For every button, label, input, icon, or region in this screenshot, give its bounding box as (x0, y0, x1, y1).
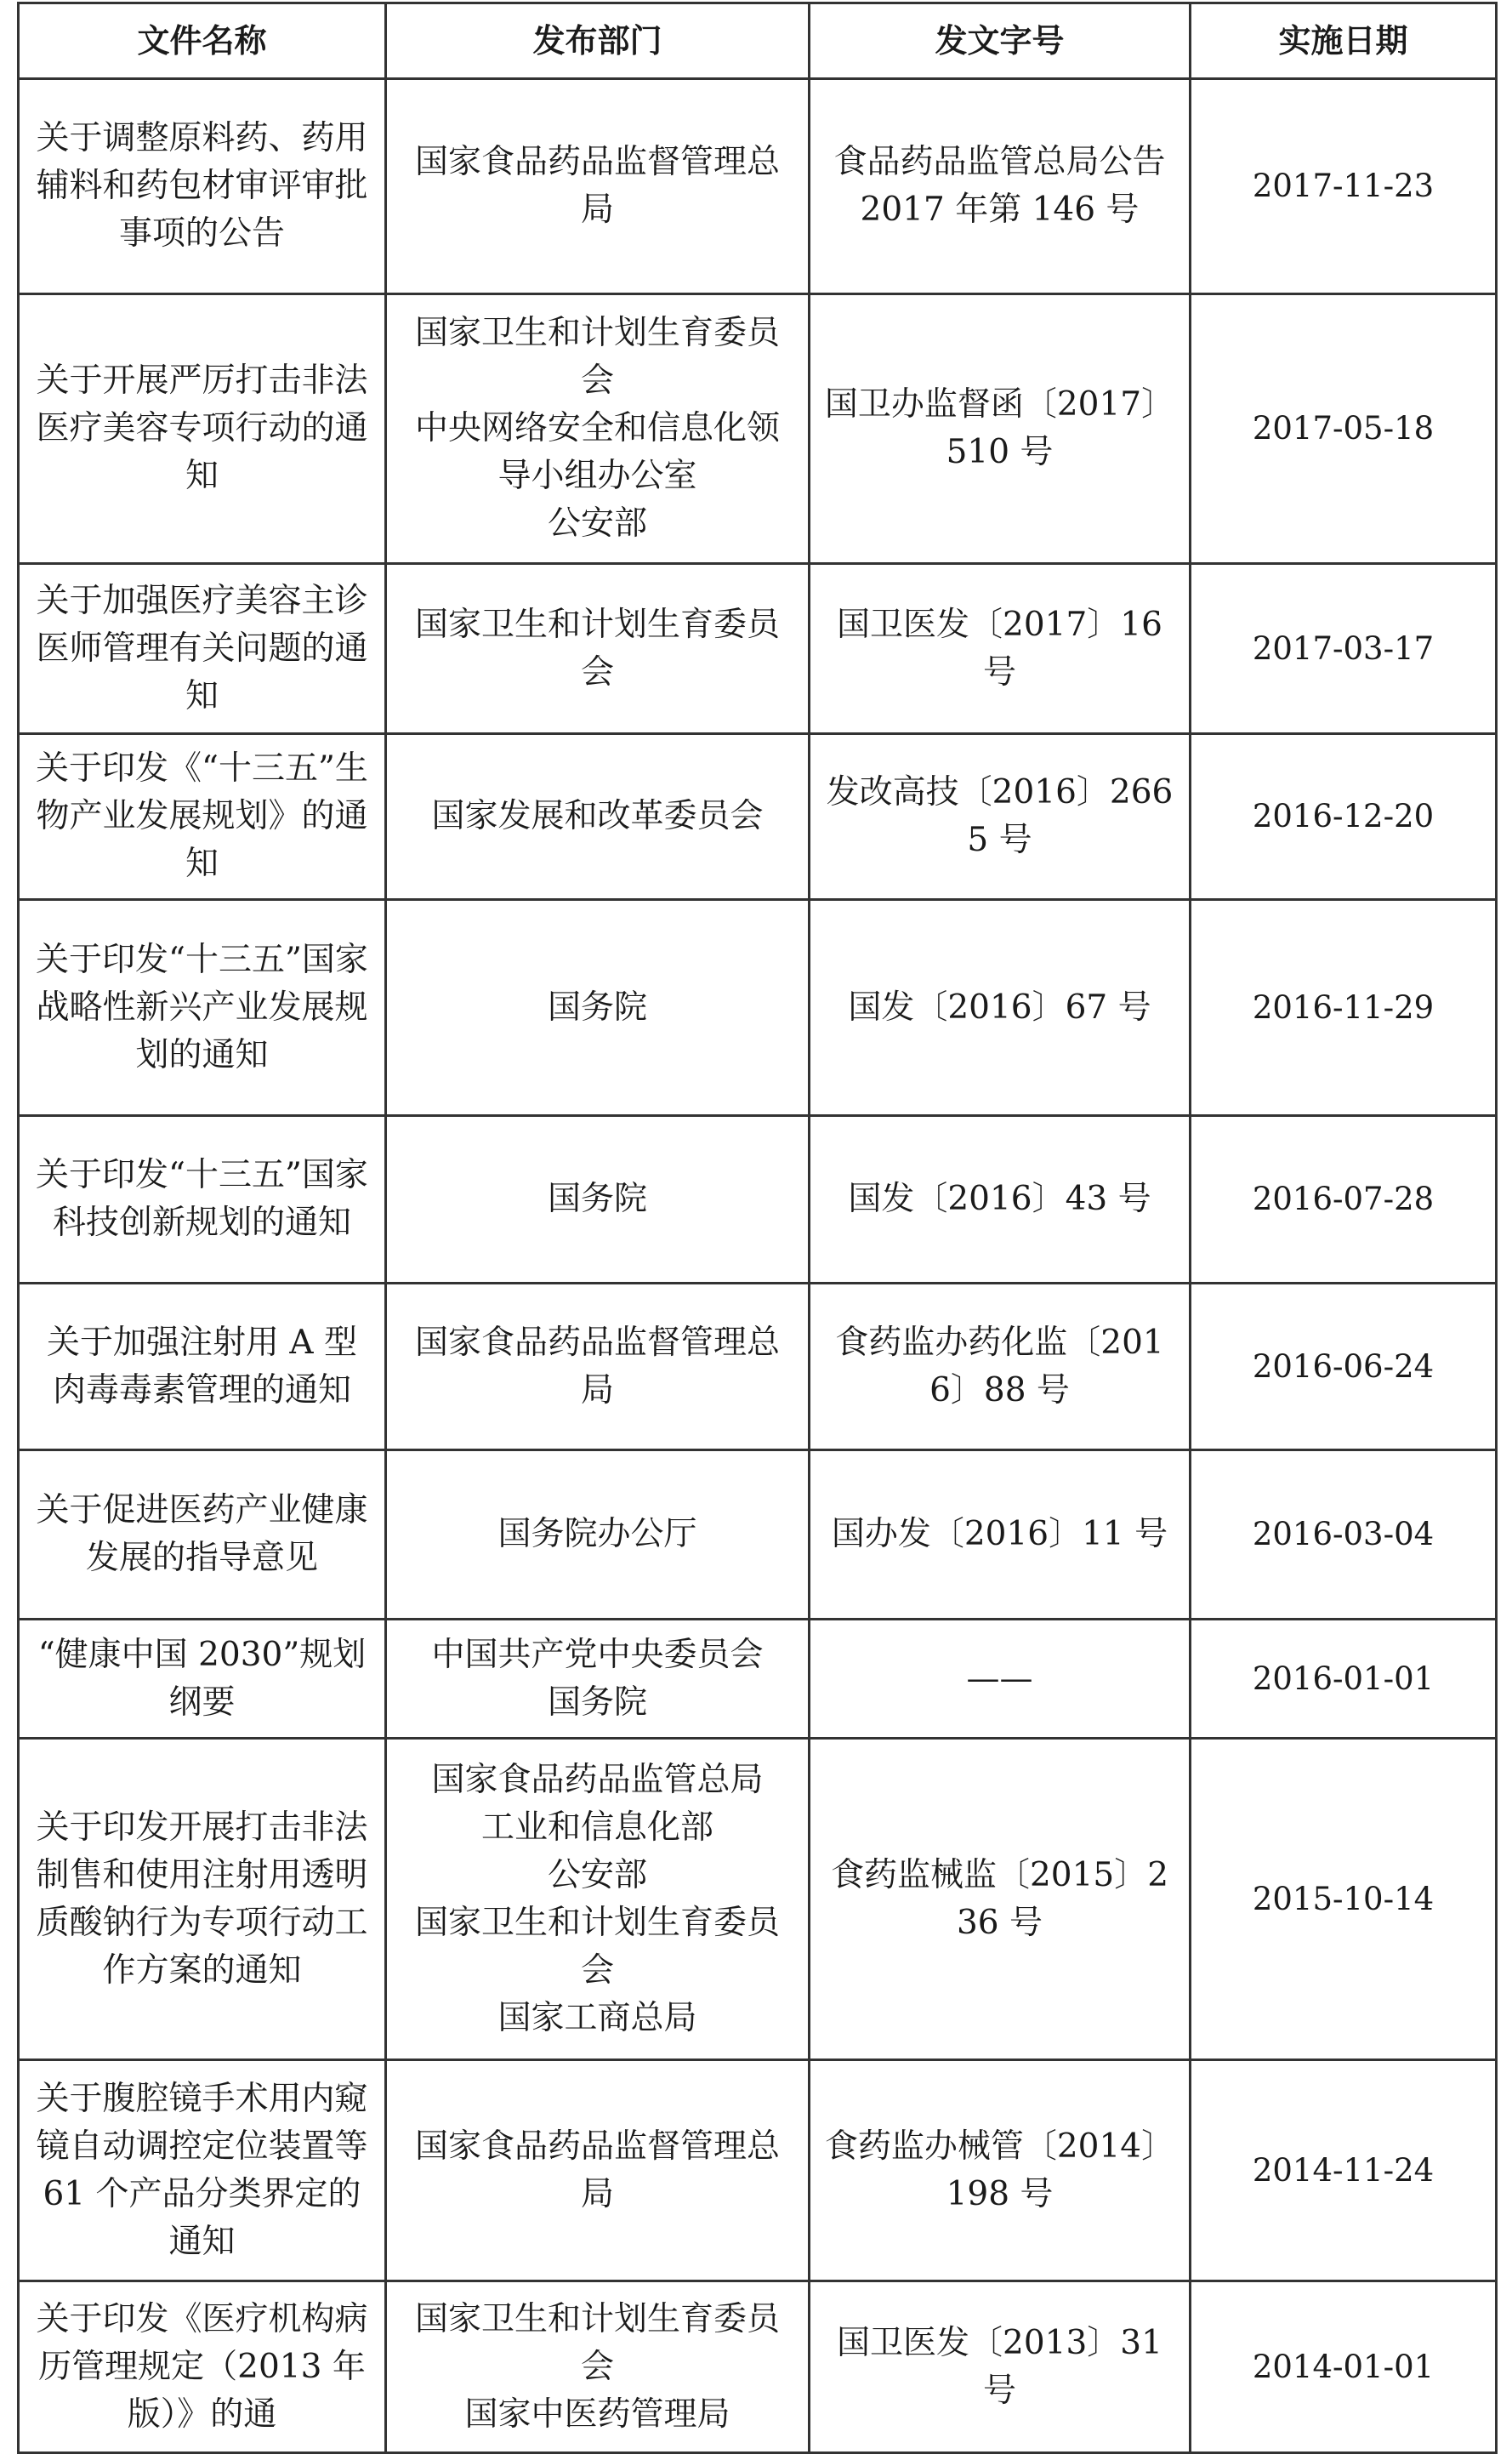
cell-effective-date: 2014-11-24 (1191, 2060, 1497, 2281)
cell-document-number: 国卫医发〔2013〕31 号 (810, 2281, 1191, 2453)
table-row (19, 79, 1497, 294)
cell-document-number: —— (810, 1620, 1191, 1739)
cell-document-number: 国卫医发〔2017〕16 号 (810, 564, 1191, 734)
cell-document-name: 关于印发“十三五”国家战略性新兴产业发展规划的通知 (19, 900, 386, 1116)
cell-document-name: 关于腹腔镜手术用内窥镜自动调控定位装置等 61 个产品分类界定的通知 (19, 2060, 386, 2281)
cell-effective-date: 2016-11-29 (1191, 900, 1497, 1116)
cell-effective-date: 2016-06-24 (1191, 1284, 1497, 1450)
table-row (19, 1284, 1497, 1450)
cell-effective-date: 2014-01-01 (1191, 2281, 1497, 2453)
table-header-row (19, 3, 1497, 79)
cell-issuing-department: 国家食品药品监督管理总局 (386, 1284, 810, 1450)
cell-document-name: 关于加强医疗美容主诊医师管理有关问题的通知 (19, 564, 386, 734)
cell-issuing-department: 国家发展和改革委员会 (386, 734, 810, 900)
table-row (19, 294, 1497, 564)
cell-issuing-department: 国家食品药品监管总局 工业和信息化部 公安部 国家卫生和计划生育委员会 国家工商总局 (386, 1739, 810, 2060)
table-row (19, 734, 1497, 900)
cell-document-name: 关于印发开展打击非法制售和使用注射用透明质酸钠行为专项行动工作方案的通知 (19, 1739, 386, 2060)
table-row (19, 2060, 1497, 2281)
header-effective-date: 实施日期 (1191, 3, 1497, 79)
cell-effective-date: 2017-03-17 (1191, 564, 1497, 734)
cell-issuing-department: 国务院 (386, 1116, 810, 1284)
cell-issuing-department: 国家食品药品监督管理总局 (386, 79, 810, 294)
cell-document-number: 食品药品监管总局公告 2017 年第 146 号 (810, 79, 1191, 294)
cell-effective-date: 2016-07-28 (1191, 1116, 1497, 1284)
cell-document-name: 关于印发《医疗机构病历管理规定（2013 年版）》的通 (19, 2281, 386, 2453)
cell-document-name: 关于印发“十三五”国家科技创新规划的通知 (19, 1116, 386, 1284)
cell-document-name: 关于调整原料药、药用辅料和药包材审评审批事项的公告 (19, 79, 386, 294)
cell-document-number: 国卫办监督函〔2017〕510 号 (810, 294, 1191, 564)
cell-issuing-department: 中国共产党中央委员会 国务院 (386, 1620, 810, 1739)
cell-document-name: “健康中国 2030”规划纲要 (19, 1620, 386, 1739)
cell-document-number: 国发〔2016〕67 号 (810, 900, 1191, 1116)
table-row (19, 1620, 1497, 1739)
header-document-name: 文件名称 (19, 3, 386, 79)
table-row (19, 1450, 1497, 1620)
cell-document-name: 关于开展严厉打击非法医疗美容专项行动的通知 (19, 294, 386, 564)
cell-effective-date: 2017-05-18 (1191, 294, 1497, 564)
table-row (19, 2281, 1497, 2453)
cell-effective-date: 2016-12-20 (1191, 734, 1497, 900)
regulation-table (17, 2, 1498, 2454)
table-row (19, 1116, 1497, 1284)
cell-document-name: 关于促进医药产业健康发展的指导意见 (19, 1450, 386, 1620)
cell-document-number: 发改高技〔2016〕2665 号 (810, 734, 1191, 900)
cell-effective-date: 2017-11-23 (1191, 79, 1497, 294)
header-issuing-department: 发布部门 (386, 3, 810, 79)
cell-document-name: 关于加强注射用 A 型肉毒毒素管理的通知 (19, 1284, 386, 1450)
cell-document-name: 关于印发《“十三五”生物产业发展规划》的通知 (19, 734, 386, 900)
cell-document-number: 食药监办械管〔2014〕198 号 (810, 2060, 1191, 2281)
cell-issuing-department: 国家卫生和计划生育委员会 (386, 564, 810, 734)
cell-issuing-department: 国务院办公厅 (386, 1450, 810, 1620)
cell-issuing-department: 国家食品药品监督管理总局 (386, 2060, 810, 2281)
cell-effective-date: 2016-01-01 (1191, 1620, 1497, 1739)
cell-issuing-department: 国务院 (386, 900, 810, 1116)
table-row (19, 564, 1497, 734)
cell-document-number: 国办发〔2016〕11 号 (810, 1450, 1191, 1620)
header-document-number: 发文字号 (810, 3, 1191, 79)
cell-issuing-department: 国家卫生和计划生育委员会 中央网络安全和信息化领导小组办公室 公安部 (386, 294, 810, 564)
table-row (19, 900, 1497, 1116)
cell-document-number: 国发〔2016〕43 号 (810, 1116, 1191, 1284)
table-row (19, 1739, 1497, 2060)
cell-effective-date: 2016-03-04 (1191, 1450, 1497, 1620)
cell-document-number: 食药监械监〔2015〕236 号 (810, 1739, 1191, 2060)
cell-document-number: 食药监办药化监〔2016〕88 号 (810, 1284, 1191, 1450)
cell-issuing-department: 国家卫生和计划生育委员会 国家中医药管理局 (386, 2281, 810, 2453)
cell-effective-date: 2015-10-14 (1191, 1739, 1497, 2060)
